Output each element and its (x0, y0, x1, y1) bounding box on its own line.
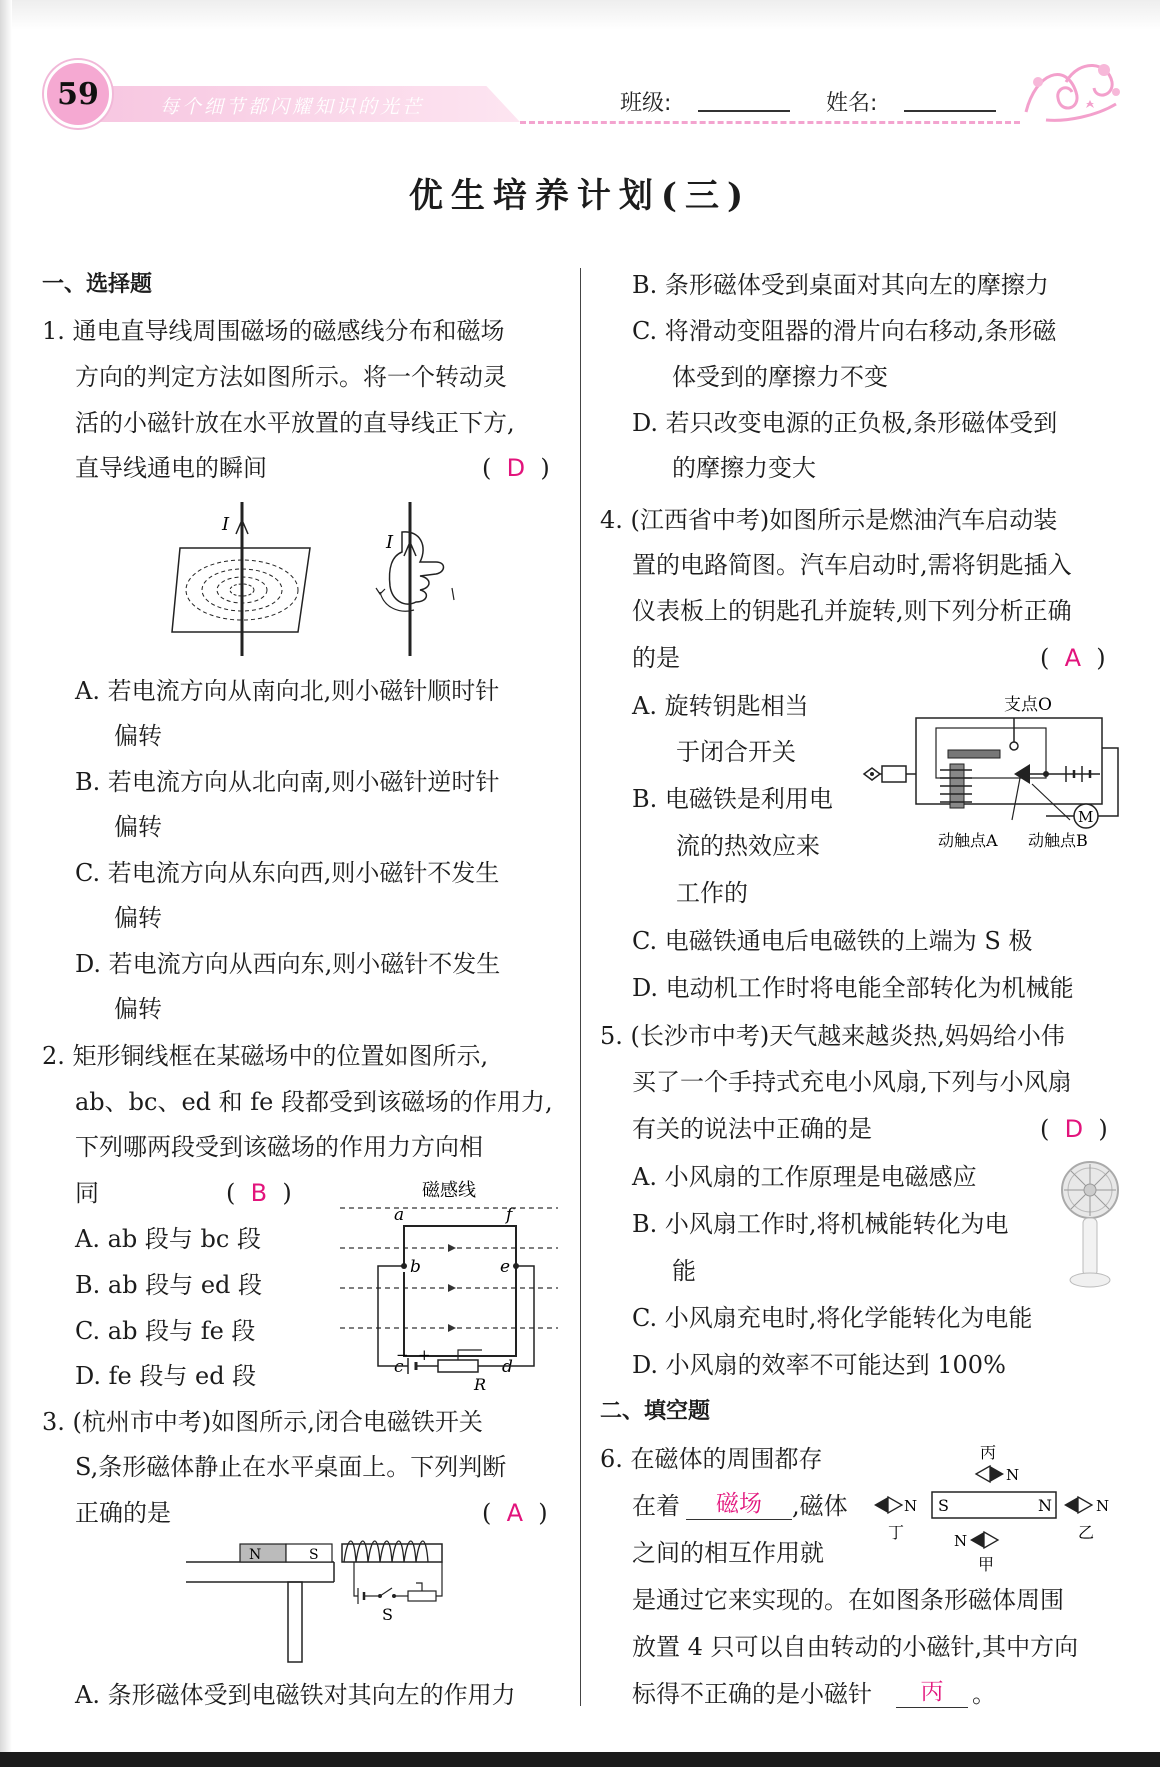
motto-text: 每个细节都闪耀知识的光芒 (160, 96, 425, 118)
q3-line-3: 正确的是 (75, 1499, 171, 1527)
name-blank (904, 110, 996, 112)
q6-line-1: 6. 在磁体的周围都存 (600, 1445, 823, 1473)
q5-option-a: A. 小风扇的工作原理是电磁感应 (632, 1163, 977, 1191)
q1-line-3: 活的小磁针放在水平放置的直导线正下方, (75, 409, 515, 437)
needle-jia (954, 1532, 998, 1550)
q6-fig-label-jia: 甲 (978, 1555, 995, 1574)
q6-figure (868, 1440, 1124, 1574)
q1-option-a: A. 若电流方向从南向北,则小磁针顺时针 (75, 677, 500, 705)
q6-blank-2: 丙 (896, 1677, 968, 1708)
q5-line-2: 买了一个手持式充电小风扇,下列与小风扇 (632, 1068, 1072, 1096)
q3-option-b: B. 条形磁体受到桌面对其向左的摩擦力 (632, 271, 1049, 299)
q6-fig-n-bing: N (1006, 1466, 1020, 1484)
q2-fig-label-r: R (474, 1375, 487, 1390)
floral-ornament-icon (1016, 52, 1126, 128)
q6-line-6: 标得不正确的是小磁针 (632, 1680, 872, 1708)
q6-fig-label-bing: 丙 (980, 1443, 997, 1462)
q6-line-2a: 在着 (632, 1492, 680, 1520)
q2-option-d: D. fe 段与 ed 段 (75, 1362, 257, 1390)
q3-figure (186, 1530, 446, 1666)
needle-bing (976, 1466, 1019, 1484)
name-label: 姓名: (826, 91, 878, 116)
q4-fig-contact-a-label: 动触点A (938, 831, 998, 850)
q1-option-a-cont: 偏转 (114, 722, 162, 750)
q4-line-3: 仪表板上的钥匙孔并旋转,则下列分析正确 (632, 597, 1072, 625)
q4-option-b: B. 电磁铁是利用电 (632, 785, 833, 813)
q4-line-1: 4. (江西省中考)如图所示是燃油汽车启动装 (600, 506, 1058, 534)
q6-line-5: 放置 4 只可以自由转动的小磁针,其中方向 (632, 1633, 1079, 1661)
q2-option-b: B. ab 段与 ed 段 (75, 1271, 263, 1299)
q3-option-d-cont: 的摩擦力变大 (672, 454, 816, 482)
q5-answer: ( D ) (1040, 1115, 1108, 1143)
q4-fig-contact-b-label: 动触点B (1028, 831, 1088, 850)
q5-option-b-cont: 能 (672, 1257, 696, 1285)
q1-option-d: D. 若电流方向从西向东,则小磁针不发生 (75, 950, 501, 978)
q2-line-1: 2. 矩形铜线框在某磁场中的位置如图所示, (42, 1042, 489, 1070)
q6-fig-n-jia: N (954, 1532, 968, 1550)
q4-option-b-cont-2: 工作的 (676, 879, 748, 907)
q6-fig-label-ding: 丁 (888, 1523, 905, 1542)
q1-option-b-cont: 偏转 (114, 813, 162, 841)
q5-line-3: 有关的说法中正确的是 (632, 1115, 872, 1143)
q1-figure (170, 496, 470, 658)
class-label: 班级: (620, 91, 672, 116)
section-heading-choice: 一、选择题 (42, 272, 153, 297)
q4-line-4: 的是 (632, 644, 680, 672)
q3-answer: ( A ) (482, 1499, 548, 1527)
q4-option-b-cont: 流的热效应来 (676, 832, 820, 860)
q6-line-4: 是通过它来实现的。在如图条形磁体周围 (632, 1586, 1064, 1614)
q6-fig-n-ding: N (904, 1497, 918, 1515)
q2-answer: ( B ) (226, 1179, 292, 1207)
page-number: 59 (44, 60, 112, 128)
q2-line-2: ab、bc、ed 和 fe 段都受到该磁场的作用力, (75, 1088, 553, 1116)
q4-figure (860, 688, 1126, 858)
q1-option-c: C. 若电流方向从东向西,则小磁针不发生 (75, 859, 500, 887)
q4-option-c: C. 电磁铁通电后电磁铁的上端为 S 极 (632, 927, 1033, 955)
q3-option-c: C. 将滑动变阻器的滑片向右移动,条形磁 (632, 317, 1057, 345)
needle-ding (874, 1497, 917, 1515)
q2-fig-label-a: a (394, 1205, 405, 1225)
column-divider (580, 268, 581, 1706)
q2-fig-label-d: d (502, 1357, 513, 1377)
q3-fig-n-label: N (249, 1547, 262, 1563)
q1-fig-current-label-2: I (386, 532, 394, 553)
q1-option-b: B. 若电流方向从北向南,则小磁针逆时针 (75, 768, 500, 796)
q2-line-3: 下列哪两段受到该磁场的作用力方向相 (75, 1133, 483, 1161)
q6-line-6-end: 。 (972, 1680, 996, 1708)
q2-line-4: 同 (75, 1179, 99, 1207)
q5-line-1: 5. (长沙市中考)天气越来越炎热,妈妈给小伟 (600, 1022, 1065, 1050)
q6-line-3: 之间的相互作用就 (632, 1539, 824, 1567)
q2-fig-label-e: e (500, 1257, 511, 1277)
q3-option-c-cont: 体受到的摩擦力不变 (672, 363, 888, 391)
q4-fig-pivot-label: 支点O (1004, 695, 1052, 715)
class-blank (698, 110, 790, 112)
q1-option-d-cont: 偏转 (114, 995, 162, 1023)
q2-fig-minus: − (396, 1346, 409, 1364)
q4-fig-motor-label: M (1078, 808, 1094, 826)
q6-fig-label-yi: 乙 (1078, 1523, 1095, 1542)
q4-answer-letter: A (1064, 644, 1082, 672)
q6-fig-n-yi: N (1096, 1497, 1110, 1515)
q5-option-c: C. 小风扇充电时,将化学能转化为电能 (632, 1304, 1033, 1332)
q3-option-a: A. 条形磁体受到电磁铁对其向左的作用力 (75, 1681, 516, 1709)
page-top-shadow (0, 0, 1160, 30)
q4-answer: ( A ) (1040, 644, 1106, 672)
q5-answer-letter: D (1064, 1115, 1084, 1143)
q2-option-c: C. ab 段与 fe 段 (75, 1317, 256, 1345)
q5-option-d: D. 小风扇的效率不可能达到 100% (632, 1351, 1006, 1379)
q3-answer-letter: A (506, 1499, 524, 1527)
q4-option-a: A. 旋转钥匙相当 (632, 692, 809, 720)
page-title: 优生培养计划(三) (408, 176, 752, 216)
q2-fig-label-c: c (394, 1357, 404, 1377)
q2-fig-title: 磁感线 (422, 1180, 476, 1201)
q4-option-d: D. 电动机工作时将电能全部转化为机械能 (632, 974, 1074, 1002)
q6-line-2b: ,磁体 (792, 1492, 848, 1520)
q5-option-b: B. 小风扇工作时,将机械能转化为电 (632, 1210, 1009, 1238)
q1-answer-letter: D (506, 454, 526, 482)
q4-line-2: 置的电路简图。汽车启动时,需将钥匙插入 (632, 551, 1072, 579)
q3-line-1: 3. (杭州市中考)如图所示,闭合电磁铁开关 (42, 1408, 483, 1436)
q2-figure (338, 1176, 564, 1390)
q4-option-a-cont: 于闭合开关 (676, 738, 796, 766)
q3-fig-s-label: S (309, 1547, 319, 1563)
header-dashed-line (520, 121, 1020, 124)
q3-fig-switch-label: S (382, 1605, 393, 1624)
q2-fig-label-b: b (410, 1257, 421, 1277)
q2-option-a: A. ab 段与 bc 段 (75, 1225, 261, 1253)
q3-line-2: S,条形磁体静止在水平桌面上。下列判断 (75, 1453, 507, 1481)
section-heading-fill: 二、填空题 (600, 1399, 711, 1424)
q2-fig-label-f: f (506, 1205, 513, 1225)
q6-blank-1: 磁场 (686, 1489, 792, 1520)
needle-yi (1064, 1497, 1109, 1515)
q1-line-4: 直导线通电的瞬间 (75, 454, 267, 482)
q2-fig-plus: + (418, 1346, 431, 1364)
q1-fig-current-label: I (222, 514, 230, 535)
q6-fig-magnet-n: N (1038, 1496, 1052, 1515)
page-left-shadow (0, 0, 12, 1767)
q1-answer: ( D ) (482, 454, 550, 482)
q1-line-1: 1. 通电直导线周围磁场的磁感线分布和磁场 (42, 317, 505, 345)
q1-option-c-cont: 偏转 (114, 904, 162, 932)
q6-fig-magnet-s: S (938, 1496, 949, 1515)
q3-option-d: D. 若只改变电源的正负极,条形磁体受到 (632, 409, 1058, 437)
handheld-fan-image (1058, 1160, 1120, 1292)
bottom-bar (0, 1752, 1160, 1767)
q2-answer-letter: B (250, 1179, 268, 1207)
q1-line-2: 方向的判定方法如图所示。将一个转动灵 (75, 363, 507, 391)
